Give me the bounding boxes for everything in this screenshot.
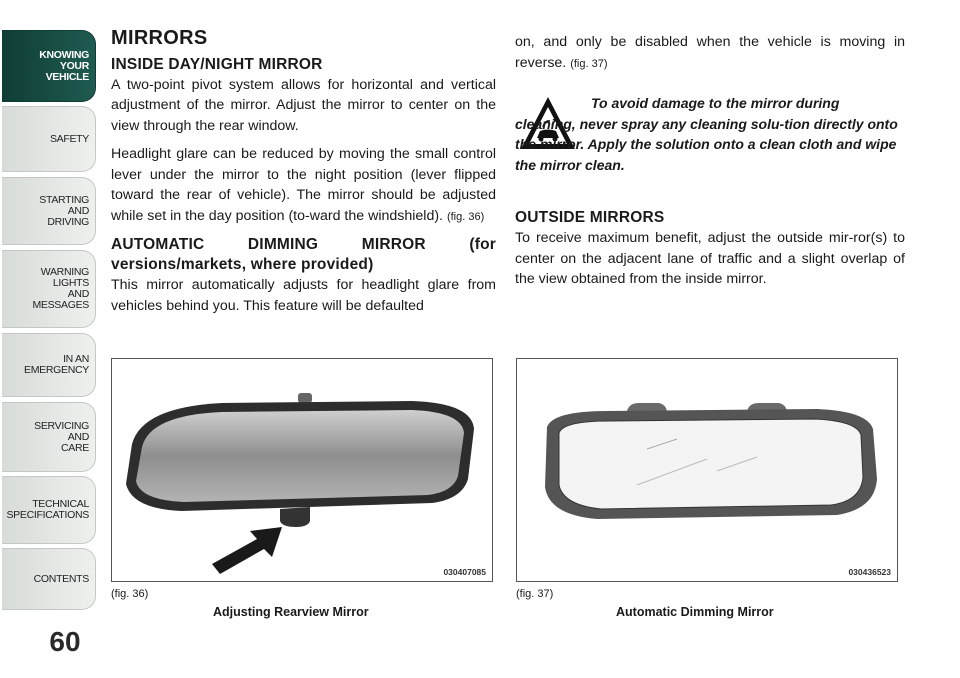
tab-label-line: TECHNICAL	[32, 498, 89, 510]
figure-code: 030436523	[848, 567, 891, 577]
outside-mirrors-text: To receive maximum benefit, adjust the outside mir-ror(s) to center on the adjacent lane of traffic and a slight overlap of the view obtained from the inside mirror.	[515, 230, 905, 287]
tab-label-line: IN AN	[63, 353, 89, 365]
outside-mirrors-heading: OUTSIDE MIRRORS	[515, 209, 665, 226]
page-number: 60	[49, 626, 81, 657]
right-column	[515, 32, 905, 82]
tab-warning-lights-and-messages[interactable]	[2, 250, 96, 328]
figure-automatic-dimming-mirror	[516, 358, 898, 582]
figure-number: (fig. 36)	[111, 588, 149, 600]
tab-label-line: VEHICLE	[45, 70, 89, 83]
tab-safety[interactable]	[2, 106, 96, 172]
warning-notice	[515, 93, 900, 175]
tab-label-line: DRIVING	[47, 215, 89, 228]
outside-mirrors-section	[515, 208, 905, 298]
tab-label-line: AND	[67, 430, 89, 443]
tab-label-line: AND	[67, 204, 89, 217]
tab-label-line: SAFETY	[49, 132, 89, 145]
tab-knowing-your-vehicle[interactable]	[2, 30, 96, 102]
inside-mirror-text: A two-point pivot system allows for horizontal and vertical adjustment of the mirror. Adjust the mirror to center on the view through the rear window.	[111, 76, 496, 134]
auto-dimming-text: This mirror automatically adjusts for headlight glare from vehicles behind you. This feature will be defaulted	[111, 277, 496, 314]
section-title: MIRRORS	[111, 27, 208, 49]
figure-adjusting-rearview-mirror	[111, 358, 493, 582]
tab-label-line: SPECIFICATIONS	[6, 509, 89, 521]
tab-contents[interactable]	[2, 548, 96, 610]
left-column	[111, 28, 496, 324]
tab-label-line: LIGHTS	[52, 277, 89, 289]
tab-label-line: AND	[67, 288, 89, 300]
tab-label-line: MESSAGES	[32, 299, 89, 311]
figure-code: 030407085	[443, 567, 486, 577]
dimming-mirror-illustration	[517, 359, 897, 581]
tab-label-line: EMERGENCY	[24, 364, 89, 376]
tab-starting-and-driving[interactable]	[2, 177, 96, 245]
warning-text: To avoid damage to the mirror during cleaning, never spray any cleaning solu-tion directly onto the mirror. Apply the solution onto a clean cloth and wipe the mirror clean.	[515, 95, 898, 173]
tab-label-line: YOUR	[59, 59, 89, 72]
figure-caption: Automatic Dimming Mirror	[616, 605, 774, 619]
tab-in-an-emergency[interactable]	[2, 333, 96, 397]
tab-label-line: CARE	[61, 441, 89, 454]
tab-label-line: WARNING	[40, 266, 89, 278]
auto-dimming-heading: AUTOMATIC DIMMING MIRROR (for versions/markets, where provided)	[111, 236, 496, 273]
fig-reference[interactable]: (fig. 37)	[570, 57, 608, 70]
chapter-sidebar	[0, 0, 100, 678]
tab-label-line: KNOWING	[39, 48, 89, 61]
rearview-mirror-illustration	[112, 359, 492, 581]
continued-paragraph	[515, 32, 905, 74]
tab-label-line: SERVICING	[34, 419, 89, 432]
tab-technical-specifications[interactable]	[2, 476, 96, 544]
tab-label-line: CONTENTS	[33, 572, 89, 585]
inside-mirror-heading: INSIDE DAY/NIGHT MIRROR	[111, 55, 323, 73]
figure-number: (fig. 37)	[516, 588, 554, 600]
fig-reference[interactable]: (fig. 36)	[446, 210, 485, 223]
continued-text: on, and only be disabled when the vehicle is moving in reverse.	[515, 34, 905, 71]
figure-caption: Adjusting Rearview Mirror	[213, 605, 369, 619]
glare-paragraph	[111, 144, 496, 227]
tab-servicing-and-care[interactable]	[2, 402, 96, 472]
tab-label-line: STARTING	[39, 193, 89, 206]
glare-text: Headlight glare can be reduced by moving the small control lever under the mirror to the night position (lever flipped toward the rear of vehicle). The mirror should be adjusted while set in the day position (to-ward the windshield).	[111, 146, 496, 224]
